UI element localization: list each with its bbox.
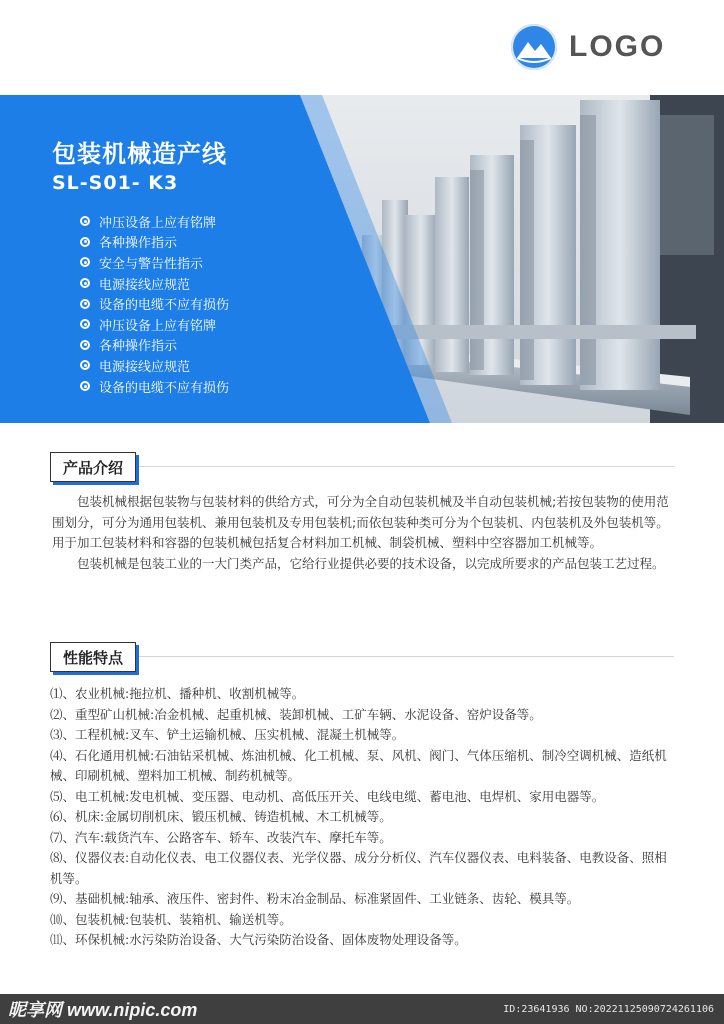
bullet-item: 设备的电缆不应有损伤 <box>80 376 229 397</box>
bullet-item: 各种操作指示 <box>80 232 229 253</box>
bullet-item: 各种操作指示 <box>80 335 229 356</box>
features-list <box>50 684 674 951</box>
feature-item: ⑹、机床:金属切削机床、锻压机械、铸造机械、木工机械等。 <box>50 809 392 824</box>
bullet-dot-icon <box>80 257 90 267</box>
feature-item: ⑸、电工机械:发电机械、变压器、电动机、高低压开关、电线电缆、蓄电池、电焊机、家用电器等。 <box>50 788 605 804</box>
banner-model: SL-S01- K3 <box>52 172 179 194</box>
intro-heading: 产品介绍 <box>50 452 136 482</box>
banner-title: 包装机械造产线 <box>52 140 227 168</box>
feature-item: ⑻、仪器仪表:自动化仪表、电工仪器仪表、光学仪器、成分分析仪、汽车仪器仪表、电料装备、电教设备、照相机等。 <box>50 850 667 886</box>
bullet-item: 电源接线应规范 <box>80 355 229 376</box>
bullet-item: 电源接线应规范 <box>80 273 229 294</box>
intro-paragraph: 包装机械根据包装物与包装材料的供给方式，可分为全自动包装机械及半自动包装机械;若按包装物的使用范围划分，可分为通用包装机、兼用包装机及专用包装机;而依包装种类可分为个包装机、内包装机及外包装机等。用于加工包装材料和容器的包装机械包括复合材料加工机械、制袋机械、塑料中空容器加工机械等。 <box>52 494 669 550</box>
bullet-dot-icon <box>80 237 90 247</box>
bullet-dot-icon <box>80 299 90 309</box>
bullet-dot-icon <box>80 381 90 391</box>
features-heading: 性能特点 <box>50 642 136 672</box>
intro-paragraph: 包装机械是包装工业的一大门类产品，它给行业提供必要的技术设备，以完成所要求的产品包装工艺过程。 <box>77 555 665 571</box>
bullet-dot-icon <box>80 216 90 226</box>
bullet-dot-icon <box>80 340 90 350</box>
section-divider <box>50 656 674 657</box>
bullet-item: 安全与警告性指示 <box>80 252 229 273</box>
watermark-id: ID:23641936 NO:20221125090724261106 <box>503 1003 714 1015</box>
bullet-item: 设备的电缆不应有损伤 <box>80 293 229 314</box>
watermark-site[interactable]: 昵享网 www.nipic.com <box>8 1000 198 1020</box>
feature-item: ⑺、汽车:载货汽车、公路客车、轿车、改装汽车、摩托车等。 <box>50 829 392 845</box>
bullet-item: 冲压设备上应有铭牌 <box>80 314 229 335</box>
bullet-dot-icon <box>80 319 90 329</box>
banner-bullet-list <box>80 211 229 396</box>
section-divider <box>50 466 674 467</box>
watermark-footer <box>0 994 724 1024</box>
feature-item: ⑴、农业机械:拖拉机、播种机、收割机械等。 <box>50 686 305 701</box>
logo <box>511 22 665 72</box>
feature-item: ⑾、环保机械:水污染防治设备、大气污染防治设备、固体废物处理设备等。 <box>50 932 467 947</box>
intro-body <box>52 492 674 574</box>
logo-text: LOGO <box>569 30 666 63</box>
bullet-item: 冲压设备上应有铭牌 <box>80 211 229 232</box>
mountain-circle-icon <box>511 24 557 70</box>
feature-item: ⑷、石化通用机械:石油钻采机械、炼油机械、化工机械、泵、风机、阀门、气体压缩机、制冷空调机械、造纸机械、印刷机械、塑料加工机械、制药机械等。 <box>50 747 667 783</box>
feature-item: ⑶、工程机械:叉车、铲土运输机械、压实机械、混凝土机械等。 <box>50 727 405 742</box>
feature-item: ⑽、包装机械:包装机、装箱机、输送机等。 <box>50 911 292 927</box>
feature-item: ⑼、基础机械:轴承、液压件、密封件、粉末冶金制品、标准紧固件、工业链条、齿轮、模具等。 <box>50 891 580 906</box>
bullet-dot-icon <box>80 278 90 288</box>
feature-item: ⑵、重型矿山机械:冶金机械、起重机械、装卸机械、工矿车辆、水泥设备、窑炉设备等。 <box>50 706 542 722</box>
bullet-dot-icon <box>80 360 90 370</box>
